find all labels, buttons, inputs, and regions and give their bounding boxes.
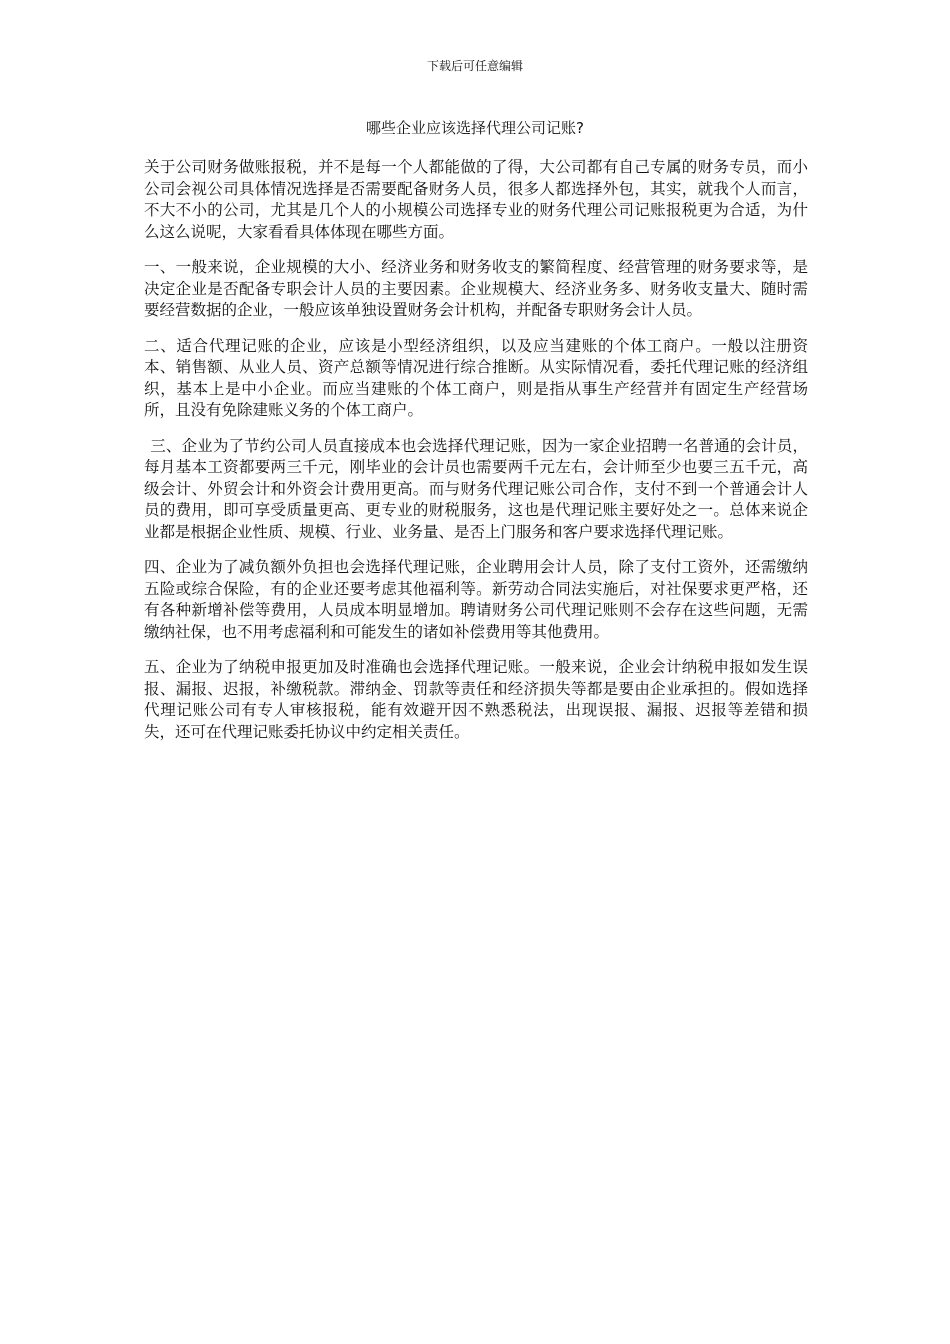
paragraph-intro: 关于公司财务做账报税，并不是每一个人都能做的了得，大公司都有自己专属的财务专员，而小公司会视公司具体情况选择是否需要配备财务人员，很多人都选择外包，其实，就我个人而言，不大不小的公司，尤其是几个人的小规模公司选择专业的财务代理公司记账报税更为合适，为什么这么说呢，大家看看具体体现在哪些方面。 — [144, 158, 808, 241]
paragraph-point-4: 四、企业为了减负额外负担也会选择代理记账，企业聘用会计人员，除了支付工资外，还需缴纳五险或综合保险，有的企业还要考虑其他福利等。新劳动合同法实施后，对社保要求更严格，还有各种新增补偿等费用，人员成本明显增加。聘请财务公司代理记账则不会存在这些问题，无需缴纳社保，也不用考虑福利和可能发生的诸如补偿费用等其他费用。 — [144, 558, 808, 641]
document-body — [144, 157, 808, 757]
document-title: 哪些企业应该选择代理公司记账? — [366, 119, 584, 137]
header-note: 下载后可任意编辑 — [426, 59, 523, 73]
paragraph-point-5: 五、企业为了纳税申报更加及时准确也会选择代理记账。一般来说，企业会计纳税申报如发生误报、漏报、迟报，补缴税款。滞纳金、罚款等责任和经济损失等都是要由企业承担的。假如选择代理记账公司有专人审核报税，能有效避开因不熟悉税法，出现误报、漏报、迟报等差错和损失，还可在代理记账委托协议中约定相关责任。 — [144, 658, 808, 741]
paragraph-point-3: 三、企业为了节约公司人员直接成本也会选择代理记账，因为一家企业招聘一名普通的会计员，每月基本工资都要两三千元，刚毕业的会计员也需要两千元左右，会计师至少也要三五千元，高级会计、外贸会计和外资会计费用更高。而与财务代理记账公司合作，支付不到一个普通会计人员的费用，即可享受质量更高、更专业的财税服务，这也是代理记账主要好处之一。总体来说企业都是根据企业性质、规模、行业、业务量、是否上门服务和客户要求选择代理记账。 — [144, 436, 808, 541]
paragraph-point-2: 二、适合代理记账的企业，应该是小型经济组织，以及应当建账的个体工商户。一般以注册资本、销售额、从业人员、资产总额等情况进行综合推断。从实际情况看，委托代理记账的经济组织，基本上是中小企业。而应当建账的个体工商户，则是指从事生产经营并有固定生产经营场所，且没有免除建账义务的个体工商户。 — [144, 336, 808, 419]
paragraph-point-1: 一、一般来说，企业规模的大小、经济业务和财务收支的繁简程度、经营管理的财务要求等，是决定企业是否配备专职会计人员的主要因素。企业规模大、经济业务多、财务收支量大、随时需要经营数据的企业，一般应该单独设置财务会计机构，并配备专职财务会计人员。 — [144, 258, 808, 319]
